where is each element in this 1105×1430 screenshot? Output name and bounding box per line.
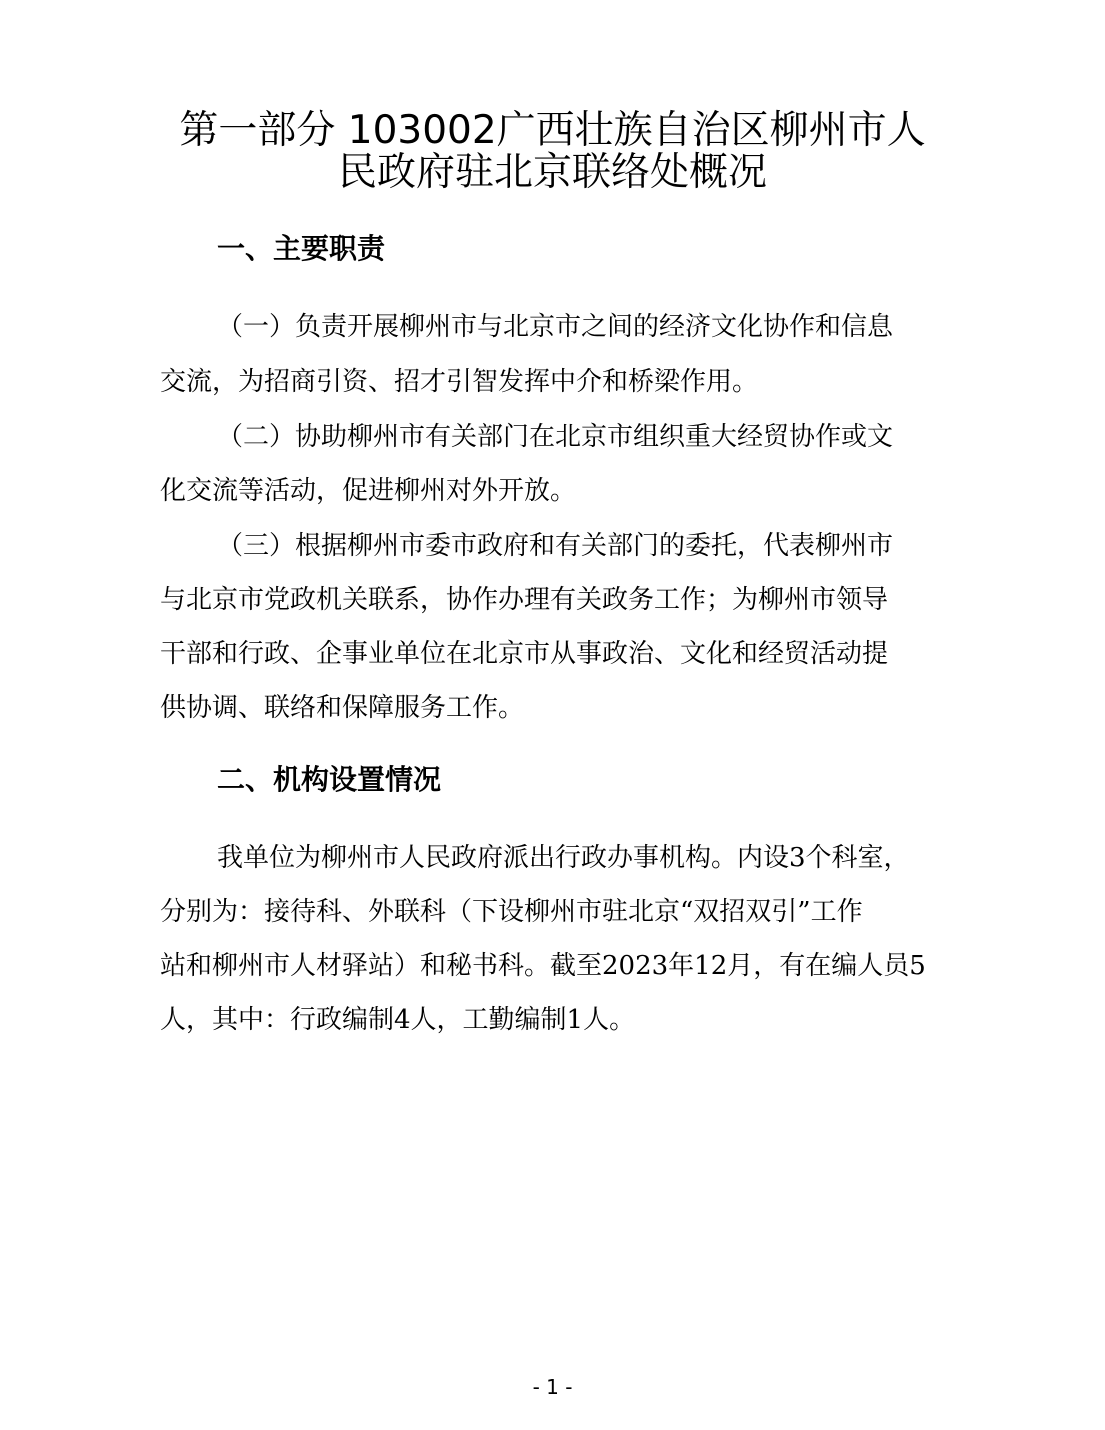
paragraph-2-line-1: （二）协助柳州市有关部门在北京市组织重大经贸协作或文	[217, 422, 894, 452]
paragraph-4-line-3: 站和柳州市人材驿站）和秘书科。截至2023年12月，有在编人员5	[160, 951, 926, 981]
paragraph-3-line-1: （三）根据柳州市委市政府和有关部门的委托，代表柳州市	[217, 531, 894, 561]
page-title-line-1: 第一部分 103002广西壮族自治区柳州市人	[179, 108, 926, 153]
paragraph-4-line-4: 人，其中：行政编制4人，工勤编制1人。	[160, 1005, 636, 1035]
page-number: - 1 -	[532, 1375, 573, 1399]
paragraph-3-line-2: 与北京市党政机关联系，协作办理有关政务工作；为柳州市领导	[160, 585, 889, 615]
paragraph-2-line-2: 化交流等活动，促进柳州对外开放。	[160, 476, 577, 506]
paragraph-4-line-2: 分别为：接待科、外联科（下设柳州市驻北京“双招双引”工作	[160, 897, 863, 927]
paragraph-3-line-3: 干部和行政、企事业单位在北京市从事政治、文化和经贸活动提	[160, 639, 889, 669]
paragraph-3-line-4: 供协调、联络和保障服务工作。	[160, 693, 525, 723]
paragraph-4-line-1: 我单位为柳州市人民政府派出行政办事机构。内设3个科室，	[217, 843, 910, 873]
paragraph-1-line-2: 交流，为招商引资、招才引智发挥中介和桥梁作用。	[160, 367, 759, 397]
page-title-line-2: 民政府驻北京联络处概况	[337, 150, 767, 195]
paragraph-1-line-1: （一）负责开展柳州市与北京市之间的经济文化协作和信息	[217, 312, 894, 342]
section-heading-main-duties: 一、主要职责	[217, 232, 386, 265]
section-heading-organization: 二、机构设置情况	[217, 763, 442, 796]
